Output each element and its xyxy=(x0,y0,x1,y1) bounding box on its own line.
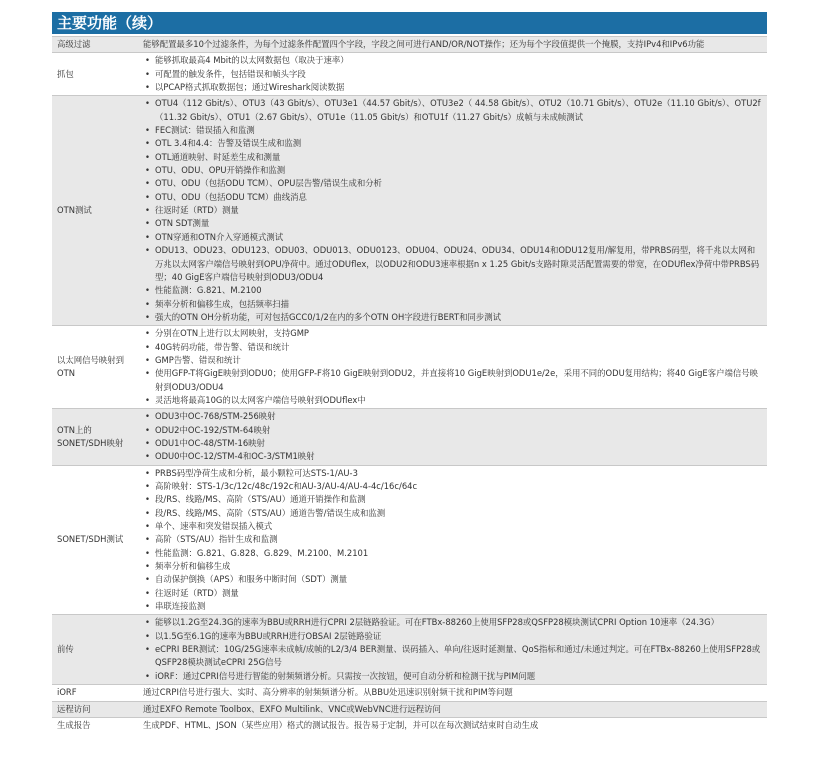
feature-label: 高级过滤 xyxy=(52,37,137,53)
feature-bullet-item: • OTU4（112 Gbit/s）、OTU3（43 Gbit/s）、OTU3e1（44.57 Gbit/s）、OTU3e2（ 44.58 Gbit/s）、OTU2（10.71 Gbit/s）、OTU2e（11.10 Gbit/s）、OTU2f（11.32 Gbit/s）、OTU1（2.67 Gbit/s）、OTU1e（11.05 Gbit/s）和OTU1f（11.27 Gbit/s）成帧与未成帧测试 xyxy=(143,97,763,124)
feature-bullet-item: • eCPRI BER测试：10G/25G速率未成帧/成帧的L2/3/4 BER测量、误码插入、单向/往返时延测量、QoS指标和通过/未通过判定。可在FTBx-88260上使用SFP28或QSFP28模块测试eCPRI 25G信号 xyxy=(143,643,763,670)
feature-bullet-item: • OTN SDT测量 xyxy=(143,217,763,230)
feature-row xyxy=(52,326,767,409)
feature-bullet-item: • PRBS码型净荷生成和分析，最小颗粒可达STS-1/AU-3 xyxy=(143,467,763,480)
feature-bullet-item: • 可配置的触发条件，包括错误和帧头字段 xyxy=(143,68,763,81)
feature-label: 以太网信号映射到OTN xyxy=(52,326,137,409)
feature-bullet-item: • 40G转码功能，带告警、错误和统计 xyxy=(143,341,763,354)
feature-bullet-list xyxy=(143,467,763,614)
feature-text: 通过EXFO Remote Toolbox、EXFO Multilink、VNC或WebVNC进行远程访问 xyxy=(143,703,441,714)
feature-bullet-item: • OTL通道映射、时延差生成和测量 xyxy=(143,151,763,164)
feature-bullet-list xyxy=(143,616,763,683)
feature-label: 前传 xyxy=(52,615,137,685)
feature-bullet-item: • OTU、ODU、OPU开销操作和监测 xyxy=(143,164,763,177)
feature-bullet-item: • ODU2中OC-192/STM-64映射 xyxy=(143,424,763,437)
section-title: 主要功能（续） xyxy=(52,12,767,36)
feature-label: OTN测试 xyxy=(52,96,137,326)
feature-bullet-item: • 频率分析和偏移生成，包括频率扫描 xyxy=(143,298,763,311)
feature-bullet-item: • OTN穿通和OTN介入穿通模式测试 xyxy=(143,231,763,244)
feature-bullet-item: • 分别在OTN上进行以太网映射，支持GMP xyxy=(143,327,763,340)
feature-bullet-item: • 性能监测：G.821、G.828、G.829、M.2100、M.2101 xyxy=(143,547,763,560)
feature-row xyxy=(52,37,767,53)
feature-bullet-item: • ODU1中OC-48/STM-16映射 xyxy=(143,437,763,450)
feature-bullet-item: • 高阶映射：STS-1/3c/12c/48c/192c和AU-3/AU-4/AU-4-4c/16c/64c xyxy=(143,480,763,493)
feature-description xyxy=(137,685,767,701)
feature-bullet-item: • 灵活地将最高10G的以太网客户端信号映射到ODUflex中 xyxy=(143,394,763,407)
feature-text: 能够配置最多10个过滤条件，为每个过滤条件配置四个字段，字段之间可进行AND/OR/NOT操作；还为每个字段值提供一个掩膜，支持IPv4和IPv6功能 xyxy=(143,39,705,49)
feature-row xyxy=(52,409,767,465)
feature-label: 远程访问 xyxy=(52,701,137,717)
feature-row xyxy=(52,615,767,685)
feature-bullet-item: • ODU3中OC-768/STM-256映射 xyxy=(143,410,763,423)
feature-bullet-item: • 能够抓取最高4 Mbit的以太网数据包（取决于速率） xyxy=(143,54,763,67)
feature-row xyxy=(52,96,767,326)
feature-row xyxy=(52,701,767,717)
feature-description xyxy=(137,409,767,465)
feature-row xyxy=(52,53,767,96)
feature-description xyxy=(137,701,767,717)
feature-label: iORF xyxy=(52,685,137,701)
feature-bullet-item: • 强大的OTN OH分析功能，可对包括GCC0/1/2在内的多个OTN OH字段进行BERT和同步测试 xyxy=(143,311,763,324)
feature-bullet-item: • 使用GFP-T将GigE映射到ODU0；使用GFP-F将10 GigE映射到ODU2，并直接将10 GigE映射到ODU1e/2e，采用不同的ODU复用结构；将40 GigE客户端信号映射到ODU3/ODU4 xyxy=(143,367,763,394)
feature-bullet-item: • OTL 3.4和4.4：告警及错误生成和监测 xyxy=(143,137,763,150)
feature-bullet-item: • 性能监测：G.821、M.2100 xyxy=(143,284,763,297)
feature-description xyxy=(137,717,767,733)
feature-row xyxy=(52,717,767,733)
feature-text: 通过CRPI信号进行强大、实时、高分辨率的射频频谱分析。从BBU处迅速识别射频干扰和PIM等问题 xyxy=(143,687,513,698)
feature-bullet-item: • 串联连接监测 xyxy=(143,600,763,613)
feature-description xyxy=(137,465,767,615)
feature-bullet-item: • 段/RS、线路/MS、高阶（STS/AU）通道开销操作和监测 xyxy=(143,493,763,506)
feature-bullet-item: • 自动保护倒换（APS）和服务中断时间（SDT）测量 xyxy=(143,573,763,586)
feature-description xyxy=(137,615,767,685)
feature-description xyxy=(137,326,767,409)
feature-label: 生成报告 xyxy=(52,717,137,733)
feature-bullet-item: • ODU13、ODU23、ODU123、ODU03、ODU013、ODU0123、ODU04、ODU24、ODU34、ODU14和ODU12复用/解复用，带PRBS码型，将千兆以太网和万兆以太网客户端信号映射到OPU净荷中。通过ODUflex，以ODU2和ODU3速率根据n x 1.25 Gbit/s支路时隙灵活配置需要的带宽，在ODUflex净荷中带PRBS码型；40 GigE客户端信号映射到ODU3/ODU4 xyxy=(143,244,763,284)
feature-description xyxy=(137,96,767,326)
feature-bullet-item: • 段/RS、线路/MS、高阶（STS/AU）通道告警/错误生成和监测 xyxy=(143,507,763,520)
feature-row xyxy=(52,685,767,701)
feature-bullet-item: • OTU、ODU（包括ODU TCM）曲线消息 xyxy=(143,191,763,204)
feature-label: SONET/SDH测试 xyxy=(52,465,137,615)
feature-bullet-item: • 往返时延（RTD）测量 xyxy=(143,587,763,600)
feature-bullet-item: • GMP告警、错误和统计 xyxy=(143,354,763,367)
feature-bullet-item: • 以PCAP格式抓取数据包；通过Wireshark阅读数据 xyxy=(143,81,763,94)
feature-bullet-item: • 单个、速率和突发错误插入模式 xyxy=(143,520,763,533)
feature-description xyxy=(137,37,767,53)
feature-label: OTN上的SONET/SDH映射 xyxy=(52,409,137,465)
feature-bullet-item: • 高阶（STS/AU）指针生成和监测 xyxy=(143,533,763,546)
feature-bullet-list xyxy=(143,410,763,463)
feature-text: 生成PDF、HTML、JSON（某些应用）格式的测试报告。报告易于定制，并可以在每次测试结束时自动生成 xyxy=(143,719,539,730)
feature-row xyxy=(52,465,767,615)
feature-bullet-item: • 能够以1.2G至24.3G的速率为BBU或RRH进行CPRI 2层链路验证。可在FTBx-88260上使用SFP28或QSFP28模块测试CPRI Option 10速率（24.3G） xyxy=(143,616,763,629)
feature-bullet-item: • 频率分析和偏移生成 xyxy=(143,560,763,573)
feature-bullet-item: • 以1.5G至6.1G的速率为BBU或RRH进行OBSAI 2层链路验证 xyxy=(143,630,763,643)
features-sheet xyxy=(52,12,767,733)
feature-label: 抓包 xyxy=(52,53,137,96)
feature-bullet-item: • OTU、ODU（包括ODU TCM）、OPU层告警/错误生成和分析 xyxy=(143,177,763,190)
feature-bullet-item: • iORF：通过CPRI信号进行智能的射频频谱分析。只需按一次按钮，便可自动分析和检测干扰与PIM问题 xyxy=(143,670,763,683)
feature-bullet-item: • FEC测试：错误插入和监测 xyxy=(143,124,763,137)
feature-bullet-list xyxy=(143,54,763,94)
feature-bullet-item: • 往返时延（RTD）测量 xyxy=(143,204,763,217)
feature-bullet-list xyxy=(143,97,763,324)
feature-bullet-item: • ODU0中OC-12/STM-4和OC-3/STM1映射 xyxy=(143,450,763,463)
feature-bullet-list xyxy=(143,327,763,407)
feature-description xyxy=(137,53,767,96)
features-table xyxy=(52,36,767,733)
